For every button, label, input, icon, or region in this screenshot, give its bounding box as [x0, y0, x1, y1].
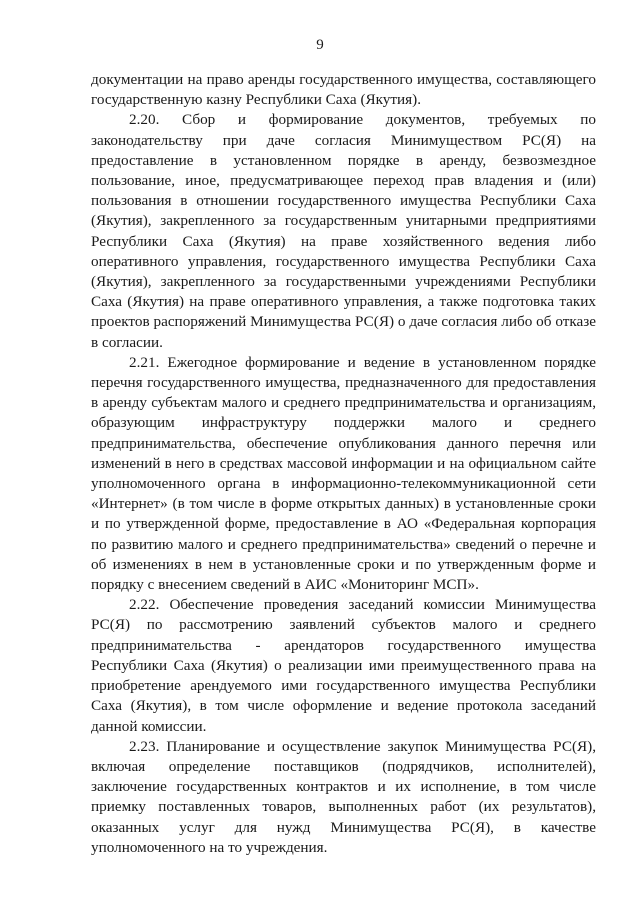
- paragraph-continuation: документации на право аренды государственного имущества, составляющего государственную казну Республики Саха (Якутия).: [91, 71, 596, 109]
- page-number: 9: [316, 37, 324, 53]
- paragraph-2-22: 2.22. Обеспечение проведения заседаний комиссии Минимущества РС(Я) по рассмотрению заявлений субъектов малого и среднего предпринимательства - арендаторов государственного имущества Республики Саха (Якутия) о реализации ими преимущественного права на приобретение арендуемого ими государственного имущества Республики Саха (Якутия), в том числе оформление и ведение протокола заседаний данной комиссии.: [91, 596, 596, 735]
- paragraph-2-21: 2.21. Ежегодное формирование и ведение в установленном порядке перечня государственного имущества, предназначенного для предоставления в аренду субъектам малого и среднего предпринимательства и организациям, образующим инфраструктуру поддержки малого и среднего предпринимательства, обеспечение опубликования данного перечня или изменений в него в средствах массовой информации и на официальном сайте уполномоченного органа в информационно-телекоммуникационной сети «Интернет» (в том числе в форме открытых данных) в установленные сроки и по утвержденной форме, предоставление в АО «Федеральная корпорация по развитию малого и среднего предпринимательства» сведений о перечне и об изменениях в нем в установленные сроки и по утвержденным форме и порядку с внесением сведений в АИС «Мониторинг МСП».: [91, 353, 596, 594]
- paragraph-2-20: 2.20. Сбор и формирование документов, требуемых по законодательству при даче согласия Минимуществом РС(Я) на предоставление в установленном порядке в аренду, безвозмездное пользование, иное, предусматривающее переход прав владения и (или) пользования в отношении государственного имущества Республики Саха (Якутия), закрепленного за государственным унитарными предприятиями Республики Саха (Якутия) на праве хозяйственного ведения либо оперативного управления, государственного имущества Республики Саха (Якутия), закрепленного за государственными учреждениями Республики Саха (Якутия) на праве оперативного управления, а также подготовка таких проектов распоряжений Минимущества РС(Я) о даче согласия либо об отказе в согласии.: [91, 111, 596, 351]
- document-body: [91, 70, 596, 858]
- paragraph-2-23: 2.23. Планирование и осуществление закупок Минимущества РС(Я), включая определение поставщиков (подрядчиков, исполнителей), заключение государственных контрактов и их исполнение, в том числе приемку поставленных товаров, выполненных работ (их результатов), оказанных услуг для нужд Минимущества РС(Я), в качестве уполномоченного на то учреждения.: [91, 737, 596, 856]
